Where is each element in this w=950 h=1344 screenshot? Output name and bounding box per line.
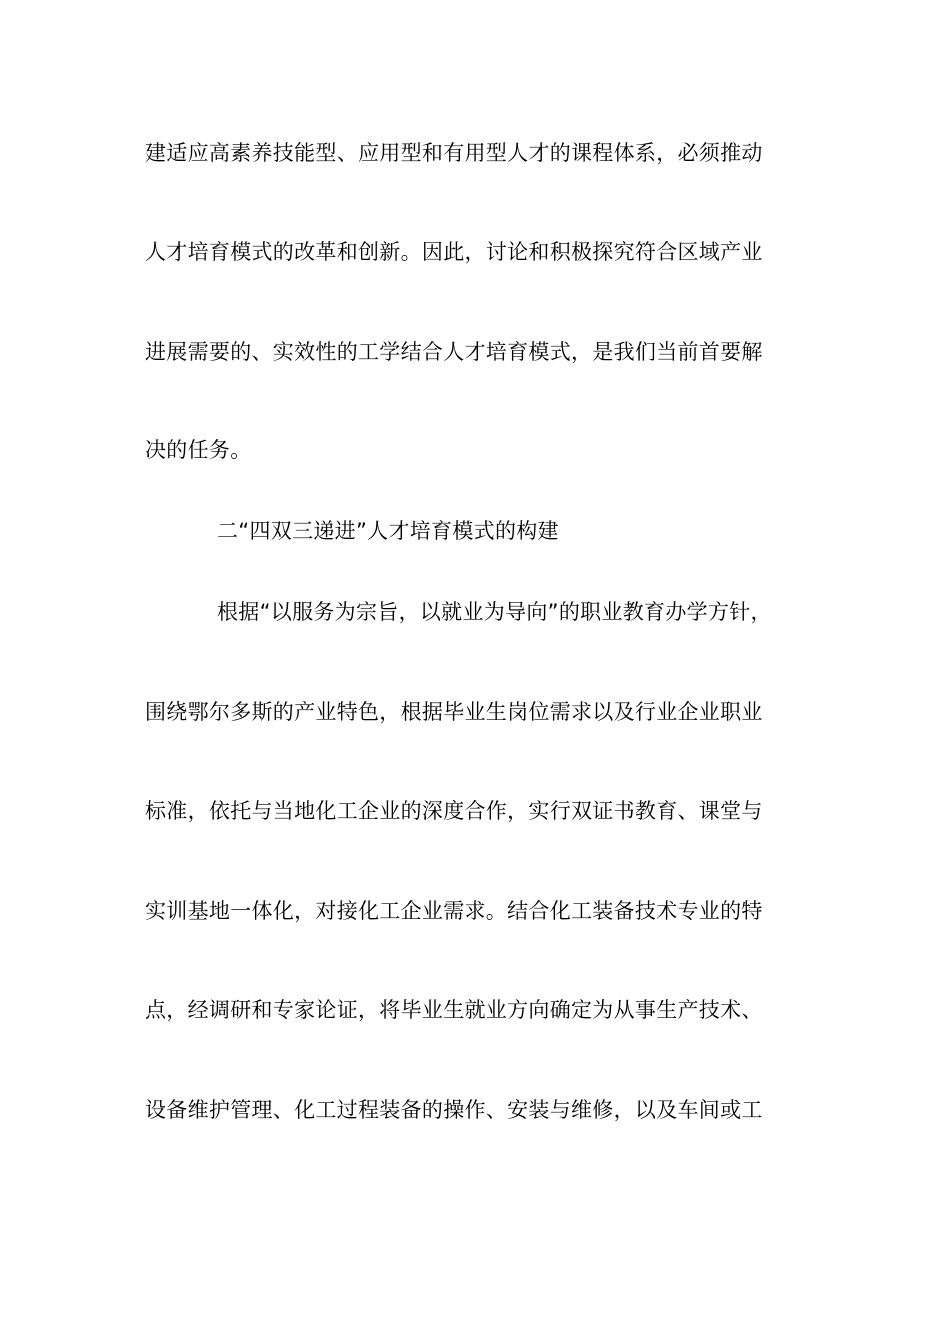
section-heading: 二“四双三递进”人才培育模式的构建	[217, 519, 559, 543]
paragraph-line: 设备维护管理、化工过程装备的操作、安装与维修，以及车间或工	[145, 1098, 763, 1122]
paragraph-line: 建适应高素养技能型、应用型和有用型人才的课程体系，必须推动	[145, 141, 763, 165]
paragraph-line: 围绕鄂尔多斯的产业特色，根据毕业生岗位需求以及行业企业职业	[145, 700, 763, 724]
paragraph-line: 人才培育模式的改革和创新。因此，讨论和积极探究符合区域产业	[145, 240, 763, 264]
paragraph-line: 标准，依托与当地化工企业的深度合作，实行双证书教育、课堂与	[145, 799, 763, 823]
paragraph-line: 根据“以服务为宗旨，以就业为导向”的职业教育办学方针，	[217, 600, 772, 624]
paragraph-line: 进展需要的、实效性的工学结合人才培育模式，是我们当前首要解	[145, 340, 763, 364]
paragraph-line: 实训基地一体化，对接化工企业需求。结合化工装备技术专业的特	[145, 899, 763, 923]
paragraph-line: 点，经调研和专家论证，将毕业生就业方向确定为从事生产技术、	[145, 998, 763, 1022]
paragraph-line: 决的任务。	[145, 438, 252, 462]
